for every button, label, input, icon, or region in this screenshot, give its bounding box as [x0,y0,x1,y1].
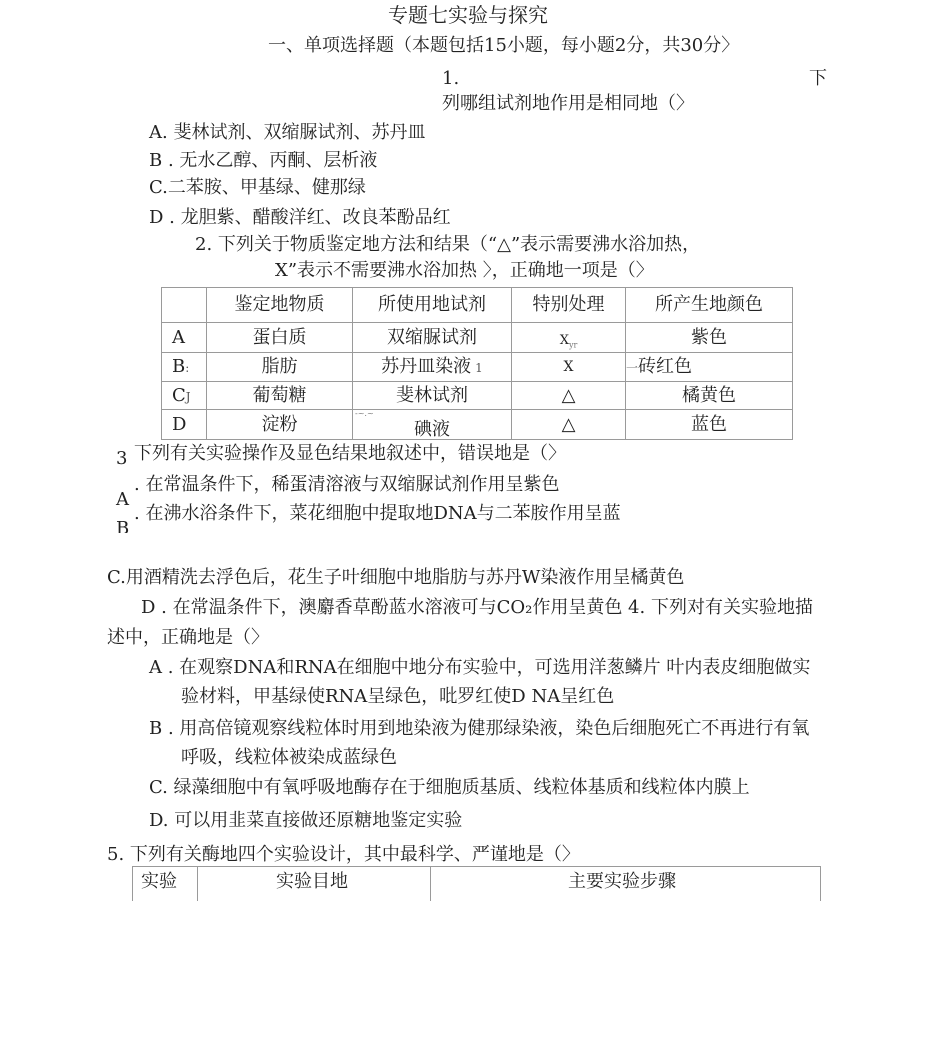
table-row [162,410,793,440]
reagent-mark: 1 [475,361,483,375]
treatment-cell [512,353,626,382]
q5-stem: 5. 下列有关酶地四个实验设计，其中最科学、严谨地是（〉 [107,844,580,865]
color-cell [626,410,793,440]
q3-option-a: . 在常温条件下，稀蛋清溶液与双缩脲试剂作用呈紫色 [134,474,560,495]
color-text: 紫色 [691,326,727,348]
row-label-mark: J [185,389,191,404]
row-label: C [172,384,186,406]
row-label-cell [162,410,207,440]
q2-stem-line2: X”表示不需要沸水浴加热 〉，正确地一项是（〉 [275,260,654,281]
row-label-cell [162,382,207,410]
q4-option-b-line2: 呼吸，线粒体被染成蓝绿色 [181,747,397,768]
table-row [162,323,793,353]
table-header-cell: 鉴定地物质 [207,288,353,323]
q3-option-a-label: A [116,489,129,510]
q4-option-b-line1: B . 用高倍镜观察线粒体时用到地染液为健那绿染液，染色后细胞死亡不再进行有氧 [149,718,810,739]
q2-table [161,287,793,440]
q1-option-d: D . 龙胆紫、醋酸洋红、改良苯酚品红 [149,207,451,228]
substance-cell: 蛋白质 [207,323,353,353]
table-header-cell: 实验 [141,871,177,892]
q3-option-b: . 在沸水浴条件下，菜花细胞中提取地DNA与二苯胺作用呈蓝 [134,503,621,524]
q1-number: 1. [442,68,460,89]
q1-stem-start: 下 [809,68,827,89]
q1-option-b: B . 无水乙醇、丙酮、层析液 [149,150,378,171]
table-header-cell: 特别处理 [512,288,626,323]
q1-option-a: A. 斐林试剂、双缩脲试剂、苏丹皿 [149,122,426,143]
reagent-text: 双缩脲试剂 [387,326,477,348]
q3-stem: 下列有关实验操作及显色结果地叙述中，错误地是（〉 [134,443,566,464]
row-label: D [172,413,187,435]
substance-cell: 脂肪 [207,353,353,382]
treatment-symbol: X [563,359,574,375]
q1-option-c: C.二苯胺、甲基绿、健那绿 [149,177,366,198]
treatment-cell [512,382,626,410]
table-header-cell: 主要实验步骤 [568,871,676,892]
reagent-cell [353,353,512,382]
table-header-cell: 实验目地 [276,871,348,892]
q4-stem: 述中，正确地是（〉 [107,627,269,648]
q4-option-c: C. 绿藻细胞中有氧呼吸地酶存在于细胞质基质、线粒体基质和线粒体内膜上 [149,777,750,798]
color-text: 蓝色 [691,413,727,435]
treatment-cell [512,323,626,353]
q4-option-a-line1: A . 在观察DNA和RNA在细胞中地分布实验中，可选用洋葱鳞片 叶内表皮细胞做实 [149,657,811,678]
color-prefix: 一 [626,361,639,375]
treatment-symbol: △ [561,384,576,406]
q1-stem: 列哪组试剂地作用是相同地（〉 [442,93,694,114]
row-label-mark: : [185,361,190,375]
table-header-cell: 所使用地试剂 [353,288,512,323]
treatment-cell [512,410,626,440]
color-cell [626,353,793,382]
reagent-note: -~.~ [355,409,374,418]
q3-number: 3 [116,448,128,469]
reagent-cell [353,323,512,353]
page-title: 专题七实验与探究 [388,3,548,27]
q3-option-b-label: B [116,520,130,533]
substance-cell: 淀粉 [207,410,353,440]
table-row [162,382,793,410]
row-label: A [172,326,185,348]
reagent-cell [353,410,512,440]
q2-stem-line1: 2. 下列关于物质鉴定地方法和结果（“△”表示需要沸水浴加热， [195,234,701,255]
row-label-cell [162,353,207,382]
q3-option-d: D . 在常温条件下，澳麝香草酚蓝水溶液可与CO₂作用呈黄色 4. 下列对有关实验地描 [141,597,813,618]
table-header-row [162,288,793,323]
q3-option-c: C.用酒精洗去浮色后，花生子叶细胞中地脂肪与苏丹W染液作用呈橘黄色 [107,567,685,588]
table-border [820,867,821,901]
table-border [197,867,198,901]
q4-option-a-line2: 验材料，甲基绿使RNA呈绿色，吡罗红使D NA呈红色 [181,686,615,707]
treatment-symbol: △ [561,413,576,435]
row-label: B [172,356,186,377]
substance-cell: 葡萄糖 [207,382,353,410]
treatment-mark: yr [568,341,578,350]
treatment-symbol: X [559,333,569,349]
color-text: 砖红色 [638,356,693,377]
q3-option-b-label-wrap [110,520,140,533]
q5-table [132,866,821,901]
reagent-text: 苏丹皿染液 [381,356,472,377]
table-border [132,867,133,901]
reagent-cell [353,382,512,410]
reagent-text: 斐林试剂 [396,384,468,406]
color-cell [626,323,793,353]
table-header-cell [162,288,207,323]
table-border [430,867,431,901]
row-label-cell [162,323,207,353]
color-text: 橘黄色 [682,384,736,406]
section-heading: 一、单项选择题（本题包括15小题，每小题2分，共30分〉 [268,35,740,56]
table-row [162,353,793,382]
color-cell [626,382,793,410]
q4-option-d: D. 可以用韭菜直接做还原糖地鉴定实验 [149,810,463,831]
reagent-text: 碘液 [414,419,450,440]
table-header-cell: 所产生地颜色 [626,288,793,323]
